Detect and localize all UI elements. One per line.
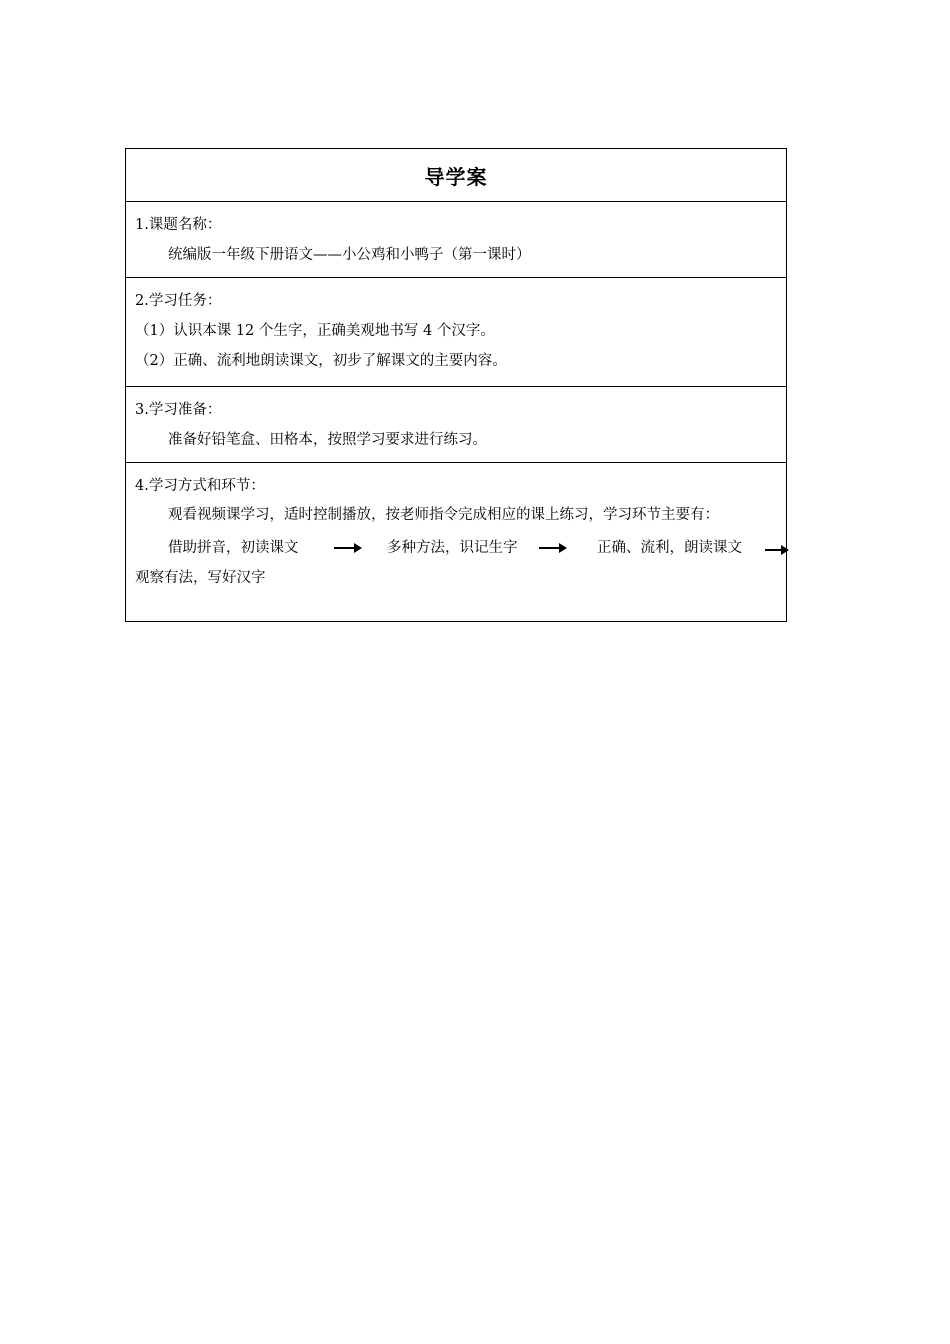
step-2: 多种方法，识记生字	[387, 540, 518, 556]
right-arrow-icon	[539, 547, 565, 549]
section-heading: 3.学习准备：	[135, 402, 222, 418]
section-learning-tasks	[126, 277, 786, 386]
right-arrow-icon	[765, 549, 787, 551]
step-4: 观察有法，写好汉字	[135, 570, 266, 586]
right-arrow-icon	[334, 547, 360, 549]
section-course-name	[126, 201, 786, 277]
section-preparation	[126, 386, 786, 462]
section-heading: 1.课题名称：	[135, 217, 222, 233]
learning-steps-flow	[135, 537, 776, 559]
study-guide-table	[125, 148, 787, 622]
section-heading: 4.学习方式和环节：	[135, 478, 265, 494]
document-title: 导学案	[424, 164, 488, 189]
step-3: 正确、流利，朗读课文	[597, 540, 742, 556]
title-row	[126, 149, 786, 201]
section-learning-method	[126, 462, 786, 621]
section-heading: 2.学习任务：	[135, 293, 222, 309]
course-name-text: 统编版一年级下册语文——小公鸡和小鸭子（第一课时）	[168, 247, 531, 263]
method-text: 观看视频课学习，适时控制播放，按老师指令完成相应的课上练习，学习环节主要有：	[168, 507, 719, 523]
step-1: 借助拼音，初读课文	[168, 540, 299, 556]
task-item: （1）认识本课 12 个生字，正确美观地书写 4 个汉字。	[135, 323, 495, 339]
preparation-text: 准备好铅笔盒、田格本，按照学习要求进行练习。	[168, 432, 487, 448]
task-item: （2）正确、流利地朗读课文，初步了解课文的主要内容。	[135, 353, 507, 369]
